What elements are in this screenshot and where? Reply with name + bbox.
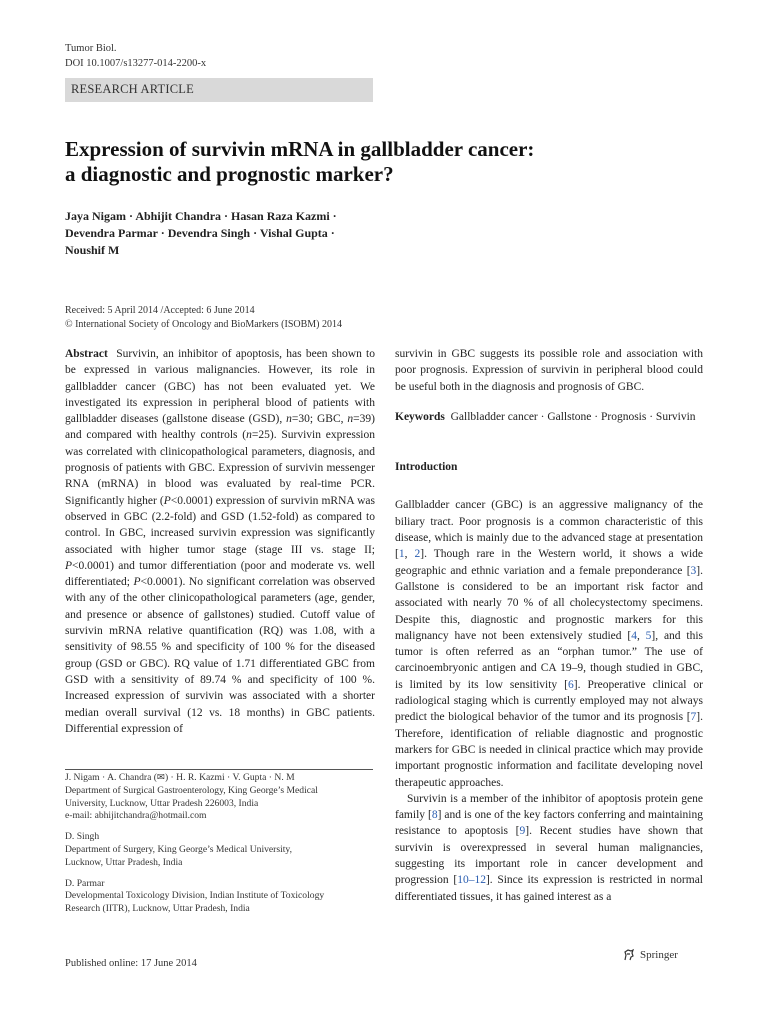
affiliations	[65, 772, 375, 924]
affiliation-2: D. Singh Department of Surgery, King George’s Medical University, Lucknow, Uttar Pradesh, India	[65, 831, 292, 868]
article-type: RESEARCH ARTICLE	[71, 82, 194, 96]
paper-title: Expression of survivin mRNA in gallbladder cancer: a diagnostic and prognostic marker?	[65, 137, 535, 186]
springer-horse-icon	[622, 948, 636, 962]
citation-link[interactable]: 10–12	[457, 874, 486, 887]
email-link[interactable]: e-mail: abhijitchandra@hotmail.com	[65, 810, 207, 822]
received-accepted: Received: 5 April 2014 /Accepted: 6 June 2014	[65, 305, 255, 316]
keywords: Keywords Gallbladder cancer · Gallstone · Prognosis · Survivin	[395, 410, 696, 423]
citation-link[interactable]: 3	[690, 564, 697, 577]
author-list: Jaya Nigam · Abhijit Chandra · Hasan Raza Kazmi · Devendra Parmar · Devendra Singh · Vishal Gupta · Noushif M	[65, 209, 337, 257]
article-type-band	[65, 78, 373, 102]
affiliation-3: D. Parmar Developmental Toxicology Division, Indian Institute of Toxicology Research (IITR), Lucknow, Uttar Pradesh, India	[65, 877, 325, 915]
journal-name: Tumor Biol.	[65, 43, 117, 54]
abstract-column	[65, 346, 375, 737]
abstract-continued: survivin in GBC suggests its possible role and association with poor prognosis. Expression of survivin in peripheral blood could be useful both in the diagnosis and prognosis of GBC.	[395, 348, 703, 393]
introduction-heading: Introduction	[395, 461, 458, 474]
affiliation-1: J. Nigam · A. Chandra (✉) · H. R. Kazmi · V. Gupta · N. M Department of Surgical Gastroenterology, King George’s Medical University, Lucknow, Uttar Pradesh 226003, India e-mail: abhijitchandra@hotmail.com	[65, 772, 318, 822]
abstract-text: Abstract Survivin, an inhibitor of apoptosis, has been shown to be expressed in various malignancies. However, its role in gallbladder cancer (GBC) has not been evaluated yet. We investigated its expression in peripheral blood of patients with gallbladder diseases (gallstone disease (GSD), n=30; GBC, n=39) and compared with healthy controls (n=25). Survivin expression was correlated with clinicopathological parameters, diagnosis, and prognosis of patients with GBC. Expression of survivin messenger RNA (mRNA) in blood was evaluated by real-time PCR. Significantly higher (P<0.0001) expression of survivin mRNA was observed in GBC (2.2-fold) and GSD (1.52-fold) as compared to control. In GBC, increased survivin expression was significantly associated with higher tumor stage (stage III vs. stage II; P<0.0001) and tumor differentiation (poor and moderate vs. well differentiated; P<0.0001). No significant correlation was observed with any of the other clinicopathological parameters (age, gender, and presence or absence of gallstones) studied. Cutoff value of survivin mRNA relative quantification (RQ) was 1.08, with a sensitivity of 98.55 % and specificity of 100 % for the diseased group (GSD or GBC). RQ value of 1.71 differentiated GBC from GSD with a sensitivity of 89.74 % and specificity of 100 %. Increased expression of survivin was associated with a shorter median overall survival (12 vs. 18 months) in GBC patients. Differential expression of	[65, 348, 376, 735]
copyright: © International Society of Oncology and BioMarkers (ISOBM) 2014	[65, 319, 342, 330]
published-online: Published online: 17 June 2014	[65, 958, 197, 969]
citation-link[interactable]: 2	[414, 548, 421, 561]
publisher-logo: Springer	[622, 948, 678, 962]
affiliation-divider	[65, 769, 373, 770]
doi[interactable]: DOI 10.1007/s13277-014-2200-x	[65, 58, 207, 69]
introduction-paragraph-1: Gallbladder cancer (GBC) is an aggressive malignancy of the biliary tract. Poor prognosis is a common characteristic of this disease, which is mainly due to the advanced stage at presentation [1, 2]. Though rare in the Western world, it shows a wide geographic and ethnic variation and a female preponderance [3]. Gallstone is considered to be an important risk factor and associated with nearly 70 % of all cholecystectomy specimens. Despite this, diagnostic and prognostic markers for this malignancy have not been extensively studied [4, 5], and this tumor is often referred as an “orphan tumor.” The use of carcinoembryonic antigen and CA 19–9, though studied in GBC, is limited by its low sensitivity [6]. Preoperative clinical or radiological staging which is currently employed may not always predict the biological behavior of the tumor and its prognosis [7]. Therefore, identification of reliable diagnostic and prognostic markers for GBC is needed in clinical practice which may provide important prognostic information and facilitate developing novel therapeutic approaches.	[395, 499, 703, 789]
citation-link[interactable]: 5	[645, 629, 652, 642]
citation-link[interactable]: 7	[690, 711, 697, 724]
article-dates	[65, 304, 342, 332]
journal-header	[65, 41, 206, 71]
citation-link[interactable]: 8	[431, 809, 438, 822]
right-column	[395, 346, 703, 905]
introduction-paragraph-2: Survivin is a member of the inhibitor of apoptosis protein gene family [8] and is one of the key factors conferring and maintaining resistance to apoptosis [9]. Recent studies have shown that survivin is overexpressed in several human malignancies, suggesting its important role in cancer development and progression [10–12]. Since its expression is restricted in normal differentiated tissues, it has gained interest as a	[395, 792, 703, 903]
citation-link[interactable]: 4	[631, 629, 637, 642]
citation-link[interactable]: 9	[519, 825, 526, 838]
citation-link[interactable]: 6	[568, 678, 574, 691]
citation-link[interactable]: 1	[398, 548, 405, 561]
